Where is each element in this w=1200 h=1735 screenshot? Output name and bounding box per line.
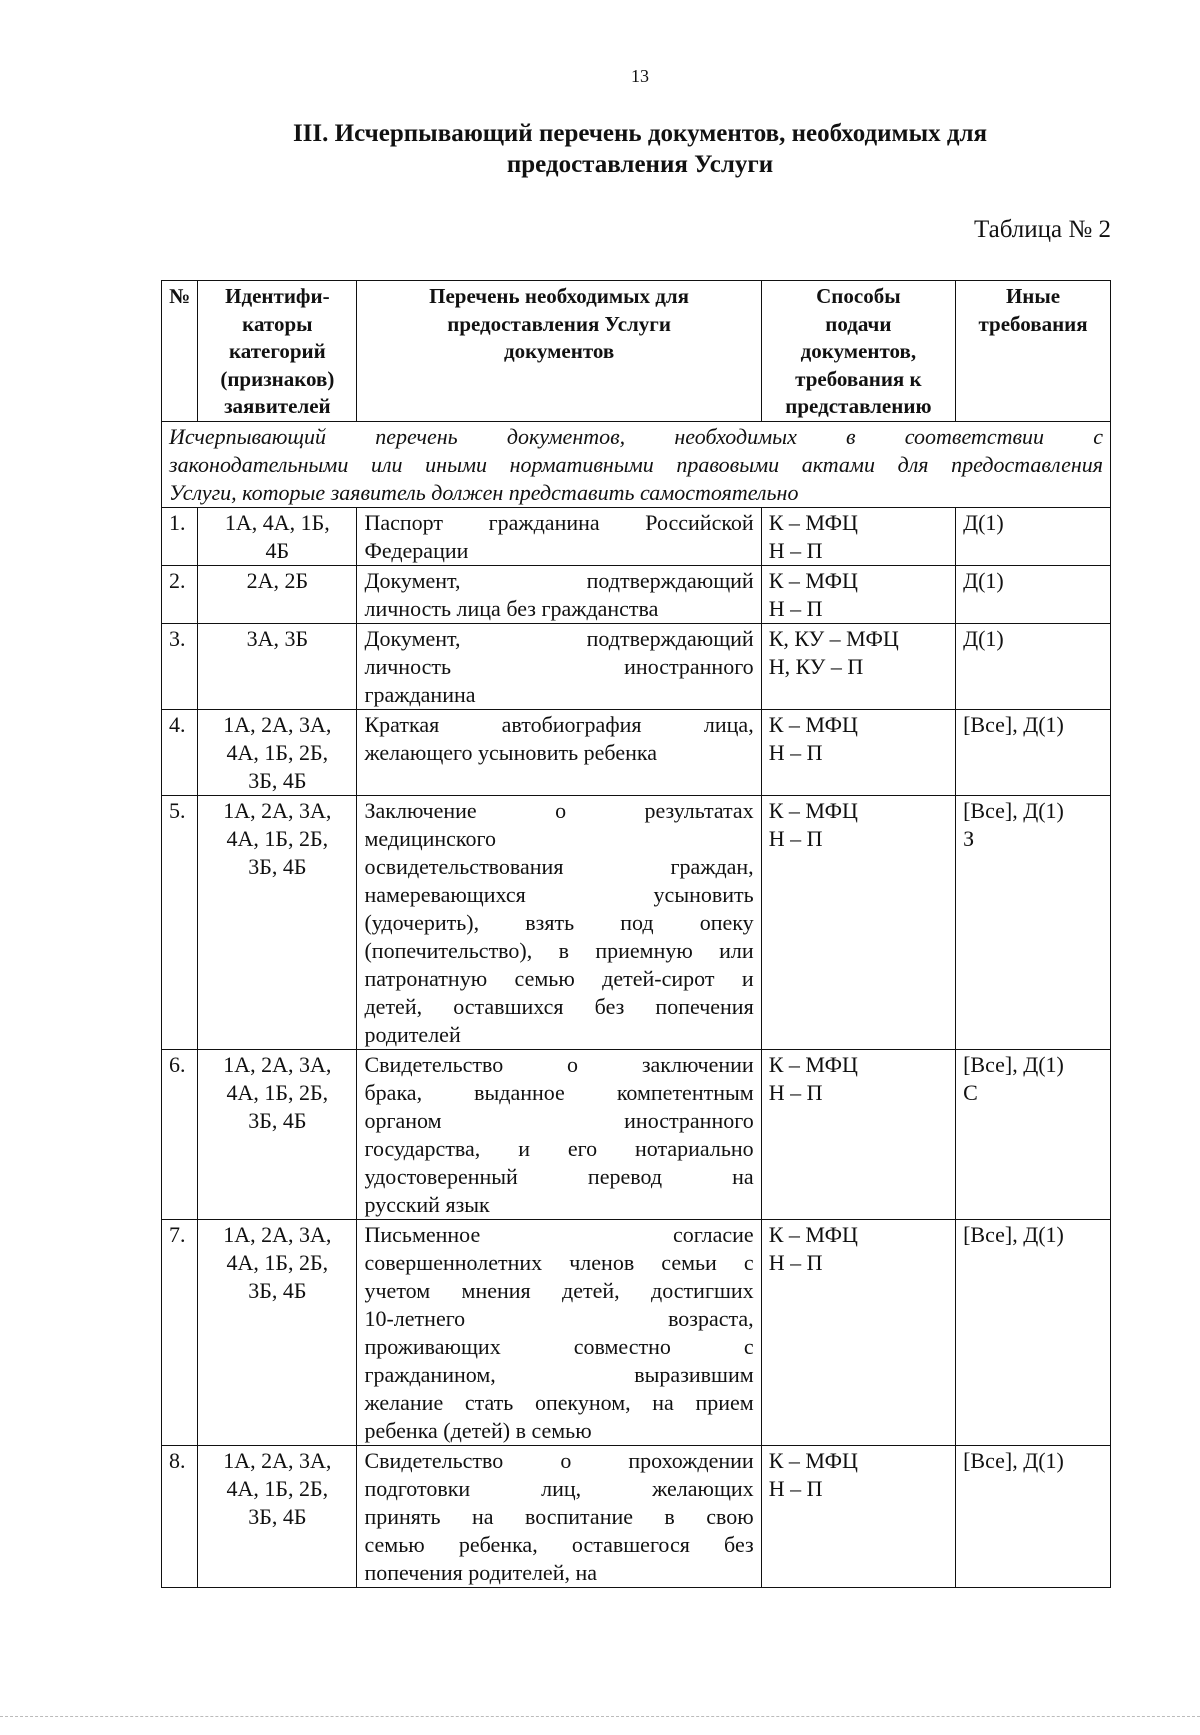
row-number: 7. <box>162 1219 198 1445</box>
header-submission-ways: Способы подачи документов, требования к представлению <box>761 281 955 422</box>
row-number: 1. <box>162 507 198 565</box>
row-applicant-ids: 1А, 2А, 3А, 4А, 1Б, 2Б, 3Б, 4Б <box>198 795 357 1049</box>
row-submission-ways: К – МФЦ Н – П <box>761 795 955 1049</box>
row-applicant-ids: 1А, 2А, 3А, 4А, 1Б, 2Б, 3Б, 4Б <box>198 1219 357 1445</box>
table-row <box>162 623 1111 709</box>
row-applicant-ids: 1А, 2А, 3А, 4А, 1Б, 2Б, 3Б, 4Б <box>198 1049 357 1219</box>
row-document-name: Свидетельство о прохождении подготовки лиц, желающих принять на воспитание в свою семью ребенка, оставшегося без попечения родителей, на <box>357 1445 761 1587</box>
table-row <box>162 795 1111 1049</box>
row-applicant-ids: 1А, 2А, 3А, 4А, 1Б, 2Б, 3Б, 4Б <box>198 709 357 795</box>
table-row <box>162 565 1111 623</box>
table-row <box>162 507 1111 565</box>
table-caption: Таблица № 2 <box>973 216 1111 243</box>
row-applicant-ids: 1А, 4А, 1Б, 4Б <box>198 507 357 565</box>
row-submission-ways: К – МФЦ Н – П <box>761 1445 955 1587</box>
row-other-requirements: [Все], Д(1) <box>956 709 1111 795</box>
row-applicant-ids: 2А, 2Б <box>198 565 357 623</box>
section-row <box>162 421 1111 507</box>
row-other-requirements: [Все], Д(1) <box>956 1219 1111 1445</box>
row-submission-ways: К – МФЦ Н – П <box>761 1219 955 1445</box>
table-row <box>162 1049 1111 1219</box>
row-other-requirements: [Все], Д(1) З <box>956 795 1111 1049</box>
row-number: 8. <box>162 1445 198 1587</box>
row-submission-ways: К – МФЦ Н – П <box>761 709 955 795</box>
row-other-requirements: [Все], Д(1) С <box>956 1049 1111 1219</box>
row-document-name: Краткая автобиография лица, желающего усыновить ребенка <box>357 709 761 795</box>
row-number: 6. <box>162 1049 198 1219</box>
row-number: 5. <box>162 795 198 1049</box>
row-other-requirements: Д(1) <box>956 623 1111 709</box>
row-number: 4. <box>162 709 198 795</box>
row-document-name: Заключение о результатах медицинского освидетельствования граждан, намеревающихся усыновить (удочерить), взять под опеку (попечительство), в приемную или патронатную семью детей-сирот и детей, оставшихся без попечения родителей <box>357 795 761 1049</box>
table-header-row <box>162 281 1111 422</box>
row-submission-ways: К, КУ – МФЦ Н, КУ – П <box>761 623 955 709</box>
table-row <box>162 1445 1111 1587</box>
row-document-name: Свидетельство о заключении брака, выданное компетентным органом иностранного государства, и его нотариально удостоверенный перевод на русский язык <box>357 1049 761 1219</box>
row-number: 3. <box>162 623 198 709</box>
section-heading: Исчерпывающий перечень документов, необходимых в соответствии с законодательными или иными нормативными правовыми актами для предоставления Услуги, которые заявитель должен представить самостоятельно <box>162 421 1111 507</box>
row-submission-ways: К – МФЦ Н – П <box>761 1049 955 1219</box>
row-other-requirements: Д(1) <box>956 565 1111 623</box>
row-applicant-ids: 3А, 3Б <box>198 623 357 709</box>
row-document-name: Документ, подтверждающий личность лица без гражданства <box>357 565 761 623</box>
row-document-name: Документ, подтверждающий личность иностранного гражданина <box>357 623 761 709</box>
title-line-1: III. Исчерпывающий перечень документов, необходимых для <box>292 120 988 147</box>
page-title <box>0 118 1200 180</box>
row-document-name: Письменное согласие совершеннолетних членов семьи с учетом мнения детей, достигших 10-летнего возраста, проживающих совместно с гражданином, выразившим желание стать опекуном, на прием ребенка (детей) в семью <box>357 1219 761 1445</box>
row-other-requirements: [Все], Д(1) <box>956 1445 1111 1587</box>
table-row <box>162 1219 1111 1445</box>
header-num: № <box>162 281 198 422</box>
title-line-2: предоставления Услуги <box>506 151 774 178</box>
row-document-name: Паспорт гражданина Российской Федерации <box>357 507 761 565</box>
row-submission-ways: К – МФЦ Н – П <box>761 565 955 623</box>
documents-table <box>161 280 1111 1588</box>
header-documents: Перечень необходимых для предоставления Услуги документов <box>357 281 761 422</box>
row-applicant-ids: 1А, 2А, 3А, 4А, 1Б, 2Б, 3Б, 4Б <box>198 1445 357 1587</box>
page-number: 13 <box>631 66 649 86</box>
table-row <box>162 709 1111 795</box>
row-other-requirements: Д(1) <box>956 507 1111 565</box>
row-number: 2. <box>162 565 198 623</box>
row-submission-ways: К – МФЦ Н – П <box>761 507 955 565</box>
header-other-requirements: Иные требования <box>956 281 1111 422</box>
header-applicant-ids: Идентифи- каторы категорий (признаков) заявителей <box>198 281 357 422</box>
scan-edge-line <box>0 1716 1200 1718</box>
